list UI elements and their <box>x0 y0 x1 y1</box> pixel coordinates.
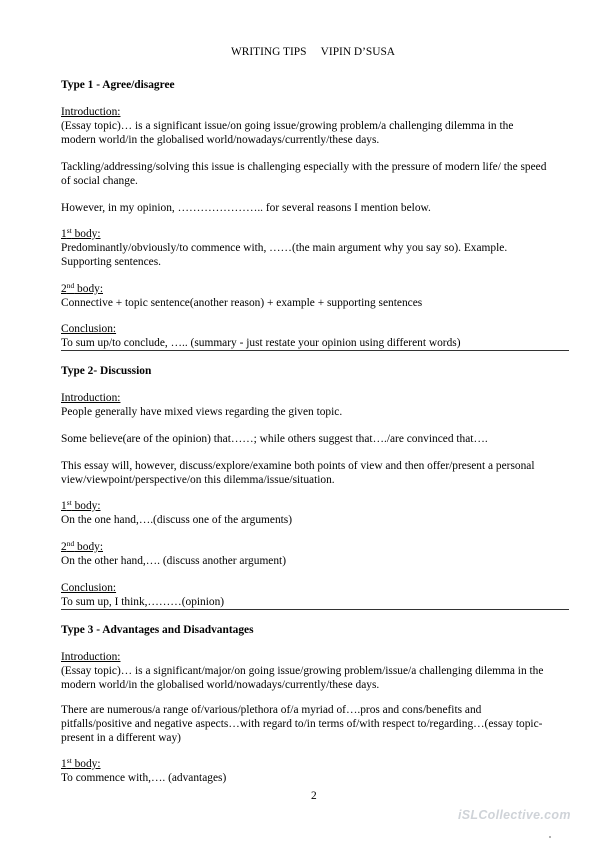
type1-body1-label-text: body: <box>71 228 101 240</box>
type1-body1-line1: Predominantly/obviously/to commence with, ……(the main argument why you say so). Example. <box>61 242 508 254</box>
type1-intro-p3: However, in my opinion, ………………….. for several reasons I mention below. <box>61 202 431 214</box>
type3-intro-label: Introduction: <box>61 651 121 663</box>
type2-body2-label <box>61 540 103 554</box>
type2-intro-line1: People generally have mixed views regarding the given topic. <box>61 406 343 418</box>
type1-body2-number: 2 <box>61 283 67 295</box>
type2-body2-label-text: body: <box>74 541 103 553</box>
type3-intro-p2-line2: pitfalls/positive and negative aspects…with regard to/in terms of/with respect to/regarding…(essay topic- <box>61 718 543 730</box>
section-divider <box>61 350 569 351</box>
type2-intro-p3-line2: view/viewpoint/perspective/on this dilemma/issue/situation. <box>61 474 335 486</box>
header-writing-tips: WRITING TIPS <box>231 46 307 58</box>
type1-body2-label <box>61 282 103 296</box>
type3-intro-p1-line2: modern world/in the globalised world/nowadays/currently/these days. <box>61 679 380 691</box>
type3-body1-label <box>61 757 101 771</box>
type1-conclusion-line1: To sum up/to conclude, ….. (summary - just restate your opinion using different words) <box>61 337 461 349</box>
type3-intro-p2-line1: There are numerous/a range of/various/plethora of/a myriad of….pros and cons/benefits and <box>61 704 482 716</box>
type3-body1-label-text: body: <box>71 758 101 770</box>
type1-heading: Type 1 - Agree/disagree <box>61 79 175 91</box>
type1-body1-suffix: st <box>66 226 72 235</box>
watermark: iSLCollective.com <box>458 808 571 822</box>
type2-intro-label: Introduction: <box>61 392 121 404</box>
type1-intro-p2-line2: of social change. <box>61 175 138 187</box>
type3-heading: Type 3 - Advantages and Disadvantages <box>61 624 254 636</box>
type2-body2-suffix: nd <box>66 539 75 548</box>
type1-body1-label <box>61 227 101 241</box>
type3-body1-suffix: st <box>66 756 72 765</box>
type3-body1-number: 1 <box>61 758 67 770</box>
type1-body1-number: 1 <box>61 228 67 240</box>
type2-body2-number: 2 <box>61 541 67 553</box>
type1-intro-p1-line1: (Essay topic)… is a significant issue/on going issue/growing problem/a challenging dilemma in the <box>61 120 514 132</box>
type1-body2-label-text: body: <box>74 283 103 295</box>
page-number: 2 <box>311 790 317 802</box>
type2-body1-line1: On the one hand,….(discuss one of the arguments) <box>61 514 293 526</box>
type1-conclusion-label: Conclusion: <box>61 323 117 335</box>
type3-intro-p2-line3: present in a different way) <box>61 732 181 744</box>
type2-conclusion-label: Conclusion: <box>61 582 117 594</box>
type2-body2-line1: On the other hand,…. (discuss another argument) <box>61 555 287 567</box>
type1-intro-p1-line2: modern world/in the globalised world/nowadays/currently/these days. <box>61 134 380 146</box>
watermark-dot <box>549 836 551 838</box>
type2-intro-p3-line1: This essay will, however, discuss/explore/examine both points of view and then offer/present a personal <box>61 460 535 472</box>
type2-body1-label-text: body: <box>71 500 101 512</box>
type2-intro-p2: Some believe(are of the opinion) that……; while others suggest that…./are convinced that…. <box>61 433 488 445</box>
type2-body1-label <box>61 499 101 513</box>
type2-heading: Type 2- Discussion <box>61 365 152 377</box>
type2-body1-suffix: st <box>66 498 72 507</box>
type1-body2-suffix: nd <box>66 281 75 290</box>
type1-intro-label: Introduction: <box>61 106 121 118</box>
type3-body1-line1: To commence with,…. (advantages) <box>61 772 227 784</box>
type2-body1-number: 1 <box>61 500 67 512</box>
type3-intro-p1-line1: (Essay topic)… is a significant/major/on going issue/growing problem/issue/a challenging dilemma in the <box>61 665 544 677</box>
type1-intro-p2-line1: Tackling/addressing/solving this issue is challenging especially with the pressure of modern life/ the speed <box>61 161 547 173</box>
type2-conclusion-line1: To sum up, I think,………(opinion) <box>61 596 225 608</box>
section-divider <box>61 609 569 610</box>
header-title <box>231 45 395 59</box>
header-author: VIPIN D’SUSA <box>320 46 396 58</box>
type1-body2-line1: Connective + topic sentence(another reason) + example + supporting sentences <box>61 297 423 309</box>
type1-body1-line2: Supporting sentences. <box>61 256 161 268</box>
